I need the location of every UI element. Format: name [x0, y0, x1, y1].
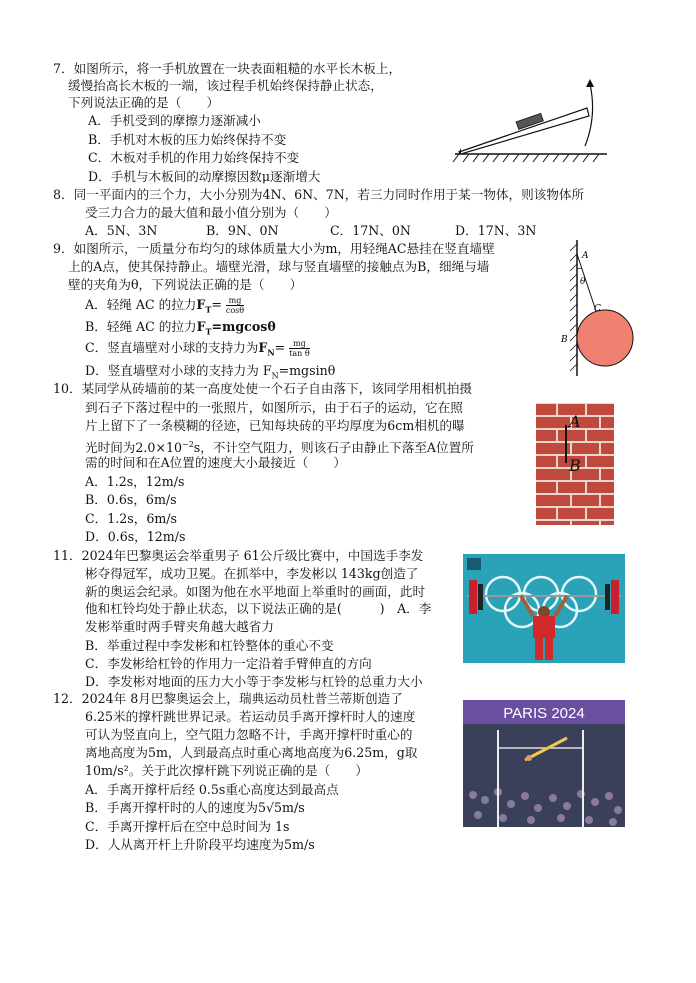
q9-stem-line1: 9．如图所示，一质量分布均匀的球体质量大小为m，用轻绳AC悬挂在竖直墙壁 — [53, 241, 495, 256]
q10-label-b: B — [569, 456, 581, 475]
q12-option-d: D．人从离开杆上升阶段平均速度为5m/s — [85, 837, 315, 852]
q9-stem-line3: 壁的夹角为θ，下列说法正确的是（ ） — [68, 277, 303, 292]
q9-option-a: A．轻绳 AC 的拉力$F_T=$ $\frac{mg}{\cos\theta}$ — [85, 296, 245, 315]
q9-option-c-text: C．竖直墙壁对小球的支持力为 — [85, 340, 259, 355]
q9-option-c-sub: N — [267, 347, 275, 358]
q11-stem-line5: 发彬举重时两手臂夹角越大越省力 — [85, 619, 274, 634]
q9-option-d-tail: =mgsinθ — [278, 363, 336, 378]
q10-stem-line4-text: 光时间为2.0×10 — [85, 440, 182, 456]
q12-stem-line2: 6.25米的撑杆跳世界记录。若运动员手离开撑杆时人的速度 — [85, 709, 416, 724]
q11-weightlifter-photo — [463, 554, 625, 663]
q11-option-b: B．举重过程中李发彬和杠铃整体的重心不变 — [85, 638, 334, 653]
q9-option-a-f: F — [196, 297, 206, 312]
q9-option-b-tail: mgcosθ — [222, 319, 276, 334]
q7-option-a: A．手机受到的摩擦力逐渐减小 — [88, 113, 261, 128]
q10-brick-wall-figure — [536, 403, 614, 525]
q10-label-a: A — [569, 412, 581, 431]
q10-stem-line3: 片上留下了一条模糊的径迹，已知每块砖的平均厚度为6cm相机的曝 — [85, 418, 465, 433]
q7-option-c: C．木板对手机的作用力始终保持不变 — [88, 150, 300, 165]
q8-stem-line2: 受三力合力的最大值和最小值分别为（ ） — [85, 205, 337, 220]
q8-stem-line1: 8．同一平面内的三个力，大小分别为4N、6N、7N，若三力同时作用于某一物体，则该物体所 — [53, 187, 585, 202]
q9-label-theta: θ — [580, 277, 586, 287]
q10-stem-line4-tail: s，不计空气阻力，则该石子由静止下落至A位置所 — [193, 440, 474, 456]
q7-option-d: D．手机与木板间的动摩擦因数μ逐渐增大 — [88, 169, 321, 184]
q8-option-c: C．17N、0N — [330, 223, 411, 238]
q9-label-a: A — [582, 251, 589, 261]
q7-stem-line2: 缓慢抬高长木板的一端，该过程手机始终保持静止状态， — [68, 78, 383, 93]
q10-option-a: A．1.2s，12m/s — [85, 474, 185, 489]
q10-stem-line2: 到石子下落过程中的一张照片，如图所示，由于石子的运动，它在照 — [85, 400, 463, 415]
q7-stem-line1: 7．如图所示，将一手机放置在一块表面粗糙的水平长木板上， — [53, 61, 402, 76]
q12-banner-text: PARIS 2024 — [503, 705, 585, 722]
q8-option-b: B．9N、0N — [206, 223, 279, 238]
q9-option-a-text: A．轻绳 AC 的拉力 — [85, 297, 197, 312]
broadcast-logo-icon — [467, 558, 481, 570]
q9-option-b-text: B．轻绳 AC 的拉力 — [85, 319, 197, 334]
q9-stem-line2: 上的A点，使其保持静止。墙壁光滑，球与竖直墙壁的接触点为B，细绳与墙 — [68, 259, 490, 274]
q9-option-b: B．轻绳 AC 的拉力$F_T=mgcos\theta$ — [85, 319, 276, 337]
q12-stem-line4: 离地高度为5m，人到最高点时重心离地高度为6.25m，g取 — [85, 745, 418, 760]
q12-stem-line1: 12．2024年 8月巴黎奥运会上，瑞典运动员杜普兰蒂斯创造了 — [53, 691, 403, 706]
q10-exponent: −2 — [181, 440, 194, 449]
q8-option-a: A．5N、3N — [85, 223, 158, 238]
q9-option-d-sub: N — [271, 371, 279, 381]
q9-option-a-den: cosθ — [225, 306, 245, 315]
q9-label-c: C — [594, 304, 601, 314]
q11-stem-line3: 新的奥运会纪录。如图为他在水平地面上举重时的画面，此时 — [85, 584, 426, 599]
q10-option-b: B．0.6s，6m/s — [85, 492, 177, 507]
q12-stem-line3: 可认为竖直向上，空气阻力忽略不计，手离开撑杆时重心的 — [85, 727, 413, 742]
q9-option-b-f: F — [196, 319, 206, 334]
q7-stem-line3: 下列说法正确的是（ ） — [68, 95, 220, 110]
q12-stem-line5: 10m/s²。关于此次撑杆跳下列说正确的是（ ） — [85, 763, 369, 778]
q9-option-c: C．竖直墙壁对小球的支持力为$F_N=$ $\frac{mg}{\text{tan θ}}$ — [85, 339, 310, 358]
q11-stem-line2: 彬夺得冠军，成功卫冕。在抓举中，李发彬以 143kg创造了 — [85, 566, 419, 581]
q9-label-b: B — [561, 335, 568, 345]
q11-option-c: C．李发彬给杠铃的作用力一定沿着手臂伸直的方向 — [85, 656, 372, 671]
q12-option-c: C．手离开撑杆后在空中总时间为 1s — [85, 819, 290, 834]
q11-stem-line4: 他和杠铃均处于静止状态，以下说法正确的是( ) A．李 — [85, 601, 432, 616]
q9-option-c-num: mg — [289, 339, 310, 349]
q9-hanging-ball-figure — [555, 238, 635, 378]
q9-option-c-fraction — [289, 339, 310, 358]
q9-option-a-num: mg — [226, 296, 244, 306]
q11-stem-line1: 11．2024年巴黎奥运会举重男子 61公斤级比赛中，中国选手李发 — [53, 548, 424, 563]
q9-option-a-fraction — [226, 296, 244, 315]
q10-option-c: C．1.2s，6m/s — [85, 511, 177, 526]
q9-option-a-sub: T — [205, 304, 212, 315]
q7-incline-figure — [447, 76, 612, 166]
q10-stem-line5: 需的时间和在A位置的速度大小最接近（ ） — [85, 455, 346, 470]
q9-option-c-den: tan θ — [289, 349, 310, 358]
q7-option-b: B．手机对木板的压力始终保持不变 — [88, 132, 287, 147]
q12-pole-vault-photo — [463, 700, 625, 827]
q9-option-c-f: F — [258, 340, 268, 355]
q12-option-b: B．手离开撑杆时的人的速度为5√5m/s — [85, 800, 305, 815]
q9-option-d-text: D．竖直墙壁对小球的支持力为 F — [85, 363, 272, 378]
q10-option-d: D．0.6s，12m/s — [85, 529, 186, 544]
q12-option-a: A．手离开撑杆后经 0.5s重心高度达到最高点 — [85, 782, 339, 797]
q10-stem-line1: 10．某同学从砖墙前的某一高度处使一个石子自由落下，该同学用相机拍摄 — [53, 381, 473, 396]
q9-option-b-sub: T — [205, 326, 212, 337]
q8-option-d: D．17N、3N — [455, 223, 537, 238]
q11-option-d: D．李发彬对地面的压力大小等于李发彬与杠铃的总重力大小 — [85, 674, 423, 689]
